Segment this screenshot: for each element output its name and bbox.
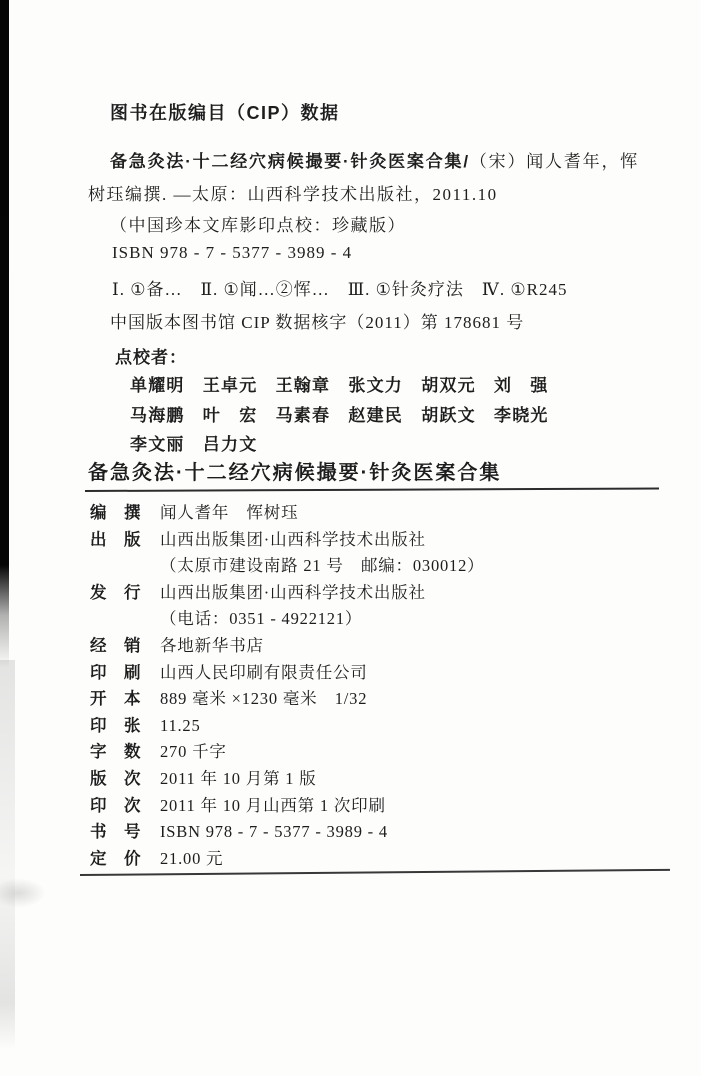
publication-row-label: 书 号 xyxy=(90,823,141,842)
cip-entry-line1 xyxy=(110,147,639,172)
publication-row-value: 270 千字 xyxy=(160,742,227,762)
proofreaders-row: 李文丽 吕力文 xyxy=(130,435,258,454)
publication-row-value: 2011 年 10 月山西第 1 次印刷 xyxy=(160,795,386,815)
publication-row-value: 889 毫米 ×1230 毫米 1/32 xyxy=(160,689,368,709)
proofreaders-row: 单耀明 王卓元 王翰章 张文力 胡双元 刘 强 xyxy=(130,376,549,395)
cip-entry-line2: 树珏编撰. —太原：山西科学技术出版社，2011.10 xyxy=(88,185,498,204)
scan-smudge xyxy=(0,878,46,908)
publication-row-label: 印 次 xyxy=(90,796,141,815)
scan-edge-artifact xyxy=(0,0,9,670)
cip-entry-title: 备急灸法·十二经穴病候撮要·针灸医案合集/ xyxy=(110,152,470,171)
publication-row-value: （电话：0351 - 4922121） xyxy=(160,609,363,629)
cip-isbn-line: ISBN 978 - 7 - 5377 - 3989 - 4 xyxy=(112,243,353,262)
publication-row-label: 经 销 xyxy=(90,636,141,655)
publication-row-value: （太原市建设南路 21 号 邮编：030012） xyxy=(160,556,485,576)
publication-row-label: 定 价 xyxy=(90,849,141,868)
publication-row-label: 印 刷 xyxy=(90,663,141,682)
publication-row-value: 各地新华书店 xyxy=(160,635,264,655)
book-title: 备急灸法·十二经穴病候撮要·针灸医案合集 xyxy=(88,462,502,484)
publication-row-label: 出 版 xyxy=(90,530,141,549)
publication-row-value: 山西出版集团·山西科学技术出版社 xyxy=(160,582,426,602)
publication-row-value: ISBN 978 - 7 - 5377 - 3989 - 4 xyxy=(160,822,388,842)
proofreaders-list xyxy=(130,371,549,460)
cip-record-number-line: 中国版本图书馆 CIP 数据核字（2011）第 178681 号 xyxy=(110,313,525,332)
publication-row-value: 21.00 元 xyxy=(160,848,224,868)
cip-entry-authors: （宋）闻人耆年，恽 xyxy=(469,152,640,171)
cip-classification-line: Ⅰ. ①备… Ⅱ. ①闻…②恽… Ⅲ. ①针灸疗法 Ⅳ. ①R245 xyxy=(112,280,568,299)
proofreaders-row: 马海鹏 叶 宏 马素春 赵建民 胡跃文 李晓光 xyxy=(130,405,549,425)
cip-series-note: （中国珍本文库影印点校：珍藏版） xyxy=(110,216,406,235)
publication-row-value: 2011 年 10 月第 1 版 xyxy=(160,768,317,788)
publication-row-value: 山西人民印刷有限责任公司 xyxy=(160,662,368,682)
publication-row-label: 版 次 xyxy=(90,769,141,788)
publication-row-label: 发 行 xyxy=(90,583,141,602)
cip-header: 图书在版编目（CIP）数据 xyxy=(110,103,340,123)
proofreaders-label: 点校者： xyxy=(115,348,187,367)
publication-row-label: 开 本 xyxy=(90,690,141,709)
title-divider-rule xyxy=(85,487,659,492)
publication-row-label: 字 数 xyxy=(90,743,141,762)
publication-row-value: 闻人耆年 恽树珏 xyxy=(160,503,299,522)
publication-row-value: 山西出版集团·山西科学技术出版社 xyxy=(160,529,426,549)
scan-edge-noise xyxy=(0,660,15,1050)
publication-row-label: 编 撰 xyxy=(90,504,141,522)
publication-row-value: 11.25 xyxy=(160,715,201,735)
publication-row-label: 印 张 xyxy=(90,716,141,735)
